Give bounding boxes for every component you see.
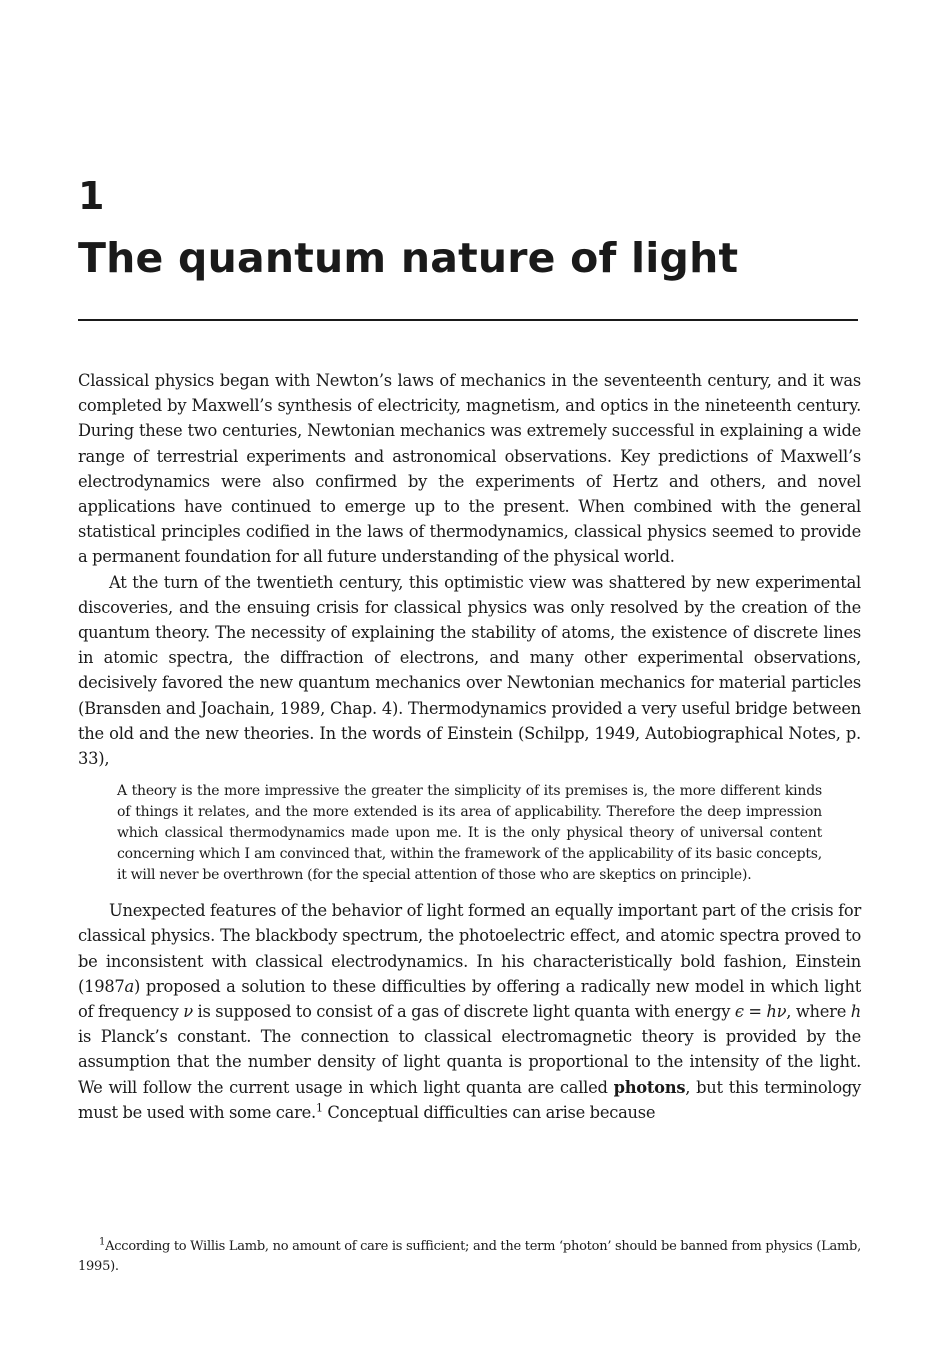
chapter-number: 1 [78,174,105,218]
footnote-text: According to Willis Lamb, no amount of care is sufficient; and the term ‘photon’ should be banned from physics (Lamb, 1995). [78,1239,861,1274]
paragraph-3-part-3: is supposed to consist of a gas of discrete light quanta with energy [192,1002,735,1022]
paragraph-3-part-1: Unexpected features of the behavior of light formed an equally important part of the crisis for classical physics. The blackbody spectrum, the photoelectric effect, and atomic spectra proved to be inconsistent with classical electrodynamics. In his characteristically bold fashion, Einstein (1987 [78,901,861,996]
einstein-quote: A theory is the more impressive the greater the simplicity of its premises is, the more different kinds of things it relates, and the more extended is its area of applicability. Therefore the deep impression which classical thermodynamics made upon me. It is the only physical theory of universal content concerning which I am convinced that, within the framework of the applicability of its basic concepts, it will never be overthrown (for the special attention of those who are skeptics on principle). [117,783,822,884]
paragraph-2: At the turn of the twentieth century, this optimistic view was shattered by new experimental discoveries, and the ensuing crisis for classical physics was only resolved by the creation of the quantum theory. The necessity of explaining the stability of atoms, the existence of discrete lines in atomic spectra, the diffraction of electrons, and many other experimental observations, decisively favored the new quantum mechanics over Newtonian mechanics for material particles (Bransden and Joachain, 1989, Chap. 4). Thermodynamics provided a very useful bridge between the old and the new theories. In the words of Einstein (Schilpp, 1949, Autobiographical Notes, p. 33), [78,572,861,769]
footnote-mark: 1 [99,1236,106,1248]
bold-term-photons: photons [613,1077,686,1097]
paragraph-3-part-5: is Planck’s constant. The connection to classical electromagnetic theory is provided by the assumption that the number density of light quanta is proportional to the intensity of the light. We will follow the current usage in which light quanta are called [78,1027,861,1097]
footnote-reference[interactable]: 1 [315,1101,323,1115]
citation-letter: a [124,976,135,996]
paragraph-3-part-2: ) proposed a solution to these difficulties by offering a radically new model in which light of frequency [78,976,861,1022]
chapter-title: The quantum nature of light [78,234,739,282]
paragraph-3-part-4: , where [786,1002,851,1022]
frequency-symbol: ν [183,1002,193,1022]
planck-symbol: h [850,1002,861,1022]
paragraph-1: Classical physics began with Newton’s laws of mechanics in the seventeenth century, and it was completed by Maxwell’s synthesis of electricity, magnetism, and optics in the nineteenth century. During these two centuries, Newtonian mechanics was extremely successful in explaining a wide range of terrestrial experiments and astronomical observations. Key predictions of Maxwell’s electrodynamics were also confirmed by the experiments of Hertz and others, and novel applications have continued to emerge up to the present. When combined with the general statistical principles codified in the laws of thermodynamics, classical physics seemed to provide a permanent foundation for all future understanding of the physical world. [78,371,861,567]
body-text [78,368,861,1125]
paragraph-3-part-7: Conceptual difficulties can arise because [322,1102,656,1122]
paragraph-3-part-6: , but this terminology must be used with some care. [78,1077,861,1122]
footnote [78,1237,861,1277]
paragraph-3 [78,898,861,1125]
energy-equation: ϵ = hν [734,1002,787,1022]
title-rule [78,319,858,321]
